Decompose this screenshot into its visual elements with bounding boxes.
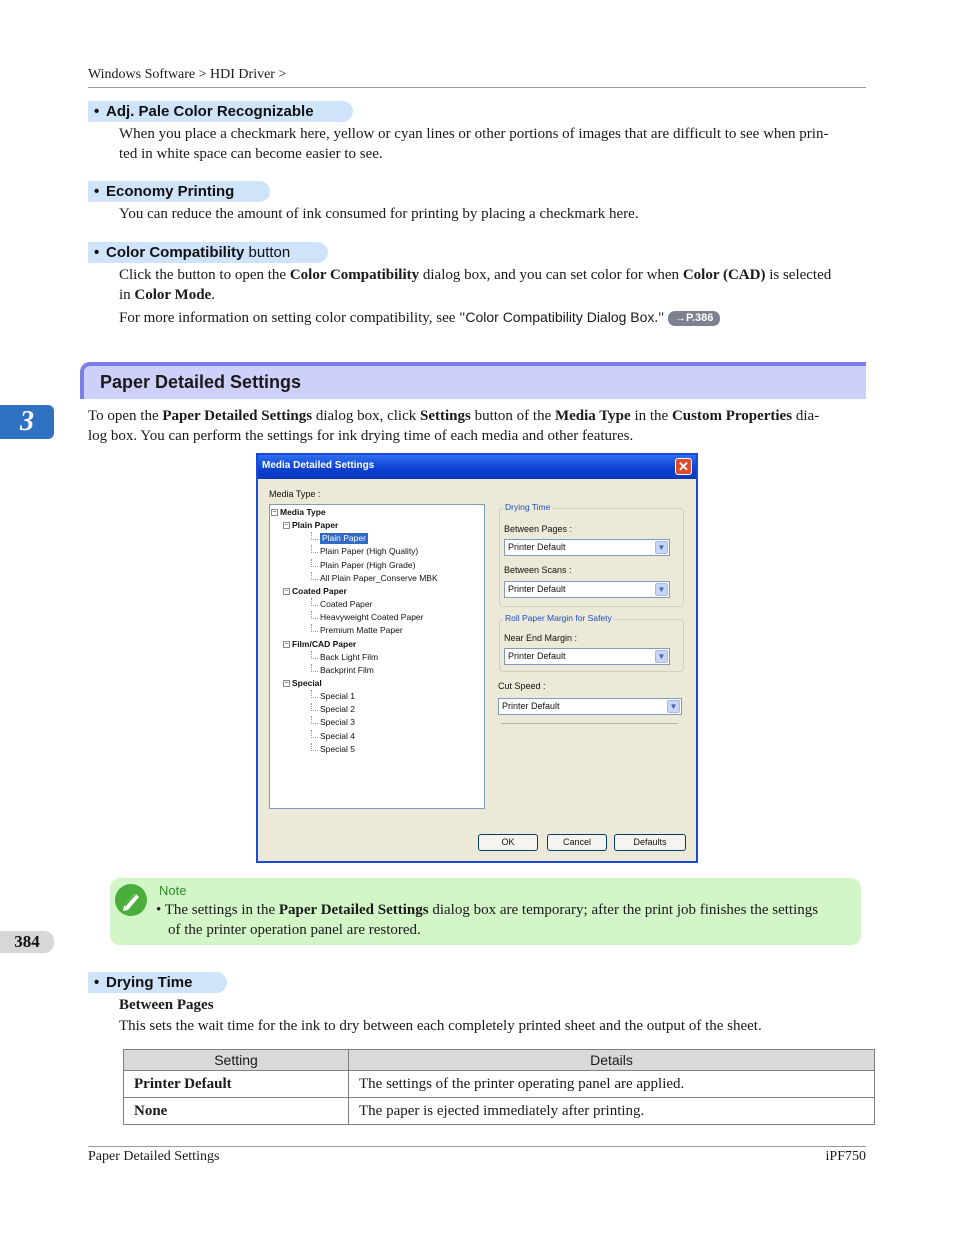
economy-description: You can reduce the amount of ink consumed for printing by placing a checkmark here. — [119, 206, 639, 222]
tree-item[interactable]: Backprint Film — [320, 664, 374, 675]
tree-connector-line — [311, 730, 318, 738]
section-intro: To open the Paper Detailed Settings dialog box, click Settings button of the Media Type in the Custom Properties dia- log box. You can perform the settings for ink drying time of each media and other features. — [88, 408, 820, 444]
tree-connector-line — [311, 703, 318, 711]
item-title: Economy Printing — [106, 183, 235, 200]
item-title: Drying Time — [106, 974, 193, 991]
media-type-label: Media Type : — [269, 489, 321, 499]
item-heading-color-compat — [88, 242, 328, 263]
tree-expand-toggle-icon[interactable]: − — [272, 509, 277, 516]
footer-model-name: iPF750 — [825, 1149, 866, 1164]
bullet-icon: • — [94, 974, 100, 991]
table-cell: The paper is ejected immediately after printing. — [349, 1098, 875, 1125]
ok-button[interactable]: OK — [478, 834, 538, 851]
table-cell: Printer Default — [124, 1071, 349, 1098]
tree-connector-line — [311, 716, 318, 724]
tree-connector-line — [311, 611, 318, 619]
tree-connector-line — [311, 690, 318, 698]
roll-paper-group-label: Roll Paper Margin for Safety — [505, 613, 612, 623]
table-row — [124, 1071, 875, 1098]
desc-line: ted in white space can become easier to see. — [119, 145, 383, 162]
header-rule — [88, 87, 866, 88]
tree-item[interactable]: Premium Matte Paper — [320, 625, 403, 636]
between-pages-label: Between Pages : — [504, 524, 573, 534]
tree-connector-line — [311, 624, 318, 632]
tree-connector-line — [311, 598, 318, 606]
adj-pale-description — [119, 125, 828, 164]
close-icon[interactable]: ✕ — [675, 458, 692, 475]
item-heading-economy — [88, 181, 270, 202]
cancel-button[interactable]: Cancel — [547, 834, 607, 851]
desc-line: When you place a checkmark here, yellow or cyan lines or other portions of images that are difficult to see when prin- — [119, 126, 829, 142]
drying-time-group-label: Drying Time — [505, 502, 551, 512]
tree-item[interactable]: Special 5 — [320, 743, 355, 754]
separator-line — [501, 723, 678, 724]
item-title-suffix: button — [244, 244, 291, 261]
tree-item[interactable]: Special 1 — [320, 691, 355, 702]
tree-item[interactable]: Special 2 — [320, 704, 355, 715]
tree-item[interactable]: Plain Paper — [322, 533, 366, 544]
tree-expand-toggle-icon[interactable]: − — [284, 522, 289, 530]
between-pages-description: This sets the wait time for the ink to dry between each completely printed sheet and the output of the sheet. — [119, 1018, 762, 1034]
between-pages-table — [123, 1049, 875, 1125]
tree-item[interactable]: Special 3 — [320, 717, 355, 728]
chevron-down-icon: ▼ — [655, 583, 668, 596]
item-heading-adj-pale — [88, 101, 353, 122]
chevron-down-icon: ▼ — [655, 541, 668, 554]
pencil-note-icon — [115, 884, 147, 916]
tree-item[interactable]: Back Light Film — [320, 651, 379, 662]
chapter-tab[interactable]: 3 — [0, 405, 54, 439]
dialog-titlebar — [258, 455, 696, 479]
bullet-icon: • — [94, 244, 100, 261]
section-title: Paper Detailed Settings — [100, 372, 302, 392]
between-scans-label: Between Scans : — [504, 565, 572, 575]
tree-item[interactable]: Special — [292, 677, 322, 688]
page-number: 384 — [0, 931, 54, 953]
tree-item[interactable]: Coated Paper — [320, 599, 373, 610]
note-label: Note — [159, 883, 187, 898]
tree-connector-line — [311, 572, 318, 580]
between-pages-subhead: Between Pages — [119, 997, 214, 1013]
breadcrumb: Windows Software > HDI Driver > — [88, 67, 287, 82]
footer-rule — [88, 1146, 866, 1147]
bullet-icon: • — [94, 103, 100, 120]
table-header: Details — [349, 1050, 875, 1071]
table-header-row — [124, 1050, 875, 1071]
bullet-icon: • — [94, 183, 100, 200]
near-end-margin-select[interactable]: Printer Default ▼ — [504, 648, 670, 665]
between-scans-select[interactable]: Printer Default ▼ — [504, 581, 670, 598]
tree-item[interactable]: Media Type — [280, 507, 326, 517]
cut-speed-label: Cut Speed : — [498, 681, 546, 691]
color-compat-dialog-link[interactable]: Color Compatibility Dialog Box — [465, 309, 655, 325]
tree-expand-toggle-icon[interactable]: − — [284, 640, 289, 648]
tree-connector-line — [311, 651, 318, 659]
item-title: Adj. Pale Color Recognizable — [106, 103, 314, 120]
media-type-tree[interactable] — [269, 504, 485, 809]
table-cell: None — [124, 1098, 349, 1125]
tree-item[interactable]: Plain Paper (High Quality) — [320, 546, 419, 557]
tree-item[interactable]: Film/CAD Paper — [292, 638, 357, 649]
table-header: Setting — [124, 1050, 349, 1071]
chevron-down-icon: ▼ — [667, 700, 680, 713]
between-pages-select[interactable]: Printer Default ▼ — [504, 539, 670, 556]
page-reference-link[interactable]: →P.386 — [668, 311, 720, 326]
tree-item[interactable]: Coated Paper — [292, 585, 347, 596]
tree-expand-toggle-icon[interactable]: − — [284, 587, 289, 595]
tree-item[interactable]: Plain Paper — [292, 520, 339, 531]
footer-section-name: Paper Detailed Settings — [88, 1149, 220, 1164]
tree-connector-line — [311, 664, 318, 672]
tree-item[interactable]: All Plain Paper_Conserve MBK — [320, 572, 438, 583]
defaults-button[interactable]: Defaults — [614, 834, 686, 851]
tree-item[interactable]: Plain Paper (High Grade) — [320, 559, 416, 570]
dialog-title: Media Detailed Settings — [262, 460, 375, 471]
item-title: Color Compatibility — [106, 244, 245, 261]
tree-connector-line — [311, 559, 318, 567]
table-cell: The settings of the printer operating panel are applied. — [349, 1071, 875, 1098]
tree-expand-toggle-icon[interactable]: − — [284, 679, 289, 687]
cut-speed-select[interactable]: Printer Default ▼ — [498, 698, 682, 715]
color-compat-description: Click the button to open the Color Compatibility dialog box, and you can set color for when Color (CAD) is selected in Color Mode. For more information on setting color compatibility, see "Color Compatibility Dialog Box." →P.386 — [119, 267, 832, 326]
note-text: • The settings in the Paper Detailed Settings dialog box are temporary; after the print job finishes the settings of the printer operation panel are restored. — [156, 902, 819, 938]
tree-connector-line — [311, 545, 318, 553]
table-row — [124, 1098, 875, 1125]
tree-connector-line — [311, 743, 318, 751]
tree-item[interactable]: Special 4 — [320, 730, 355, 741]
item-heading-drying-time — [88, 972, 227, 993]
chevron-down-icon: ▼ — [655, 650, 668, 663]
tree-item[interactable]: Heavyweight Coated Paper — [320, 612, 424, 623]
near-end-margin-label: Near End Margin : — [504, 633, 578, 643]
tree-connector-line — [311, 532, 318, 540]
media-detailed-settings-dialog — [256, 453, 698, 863]
